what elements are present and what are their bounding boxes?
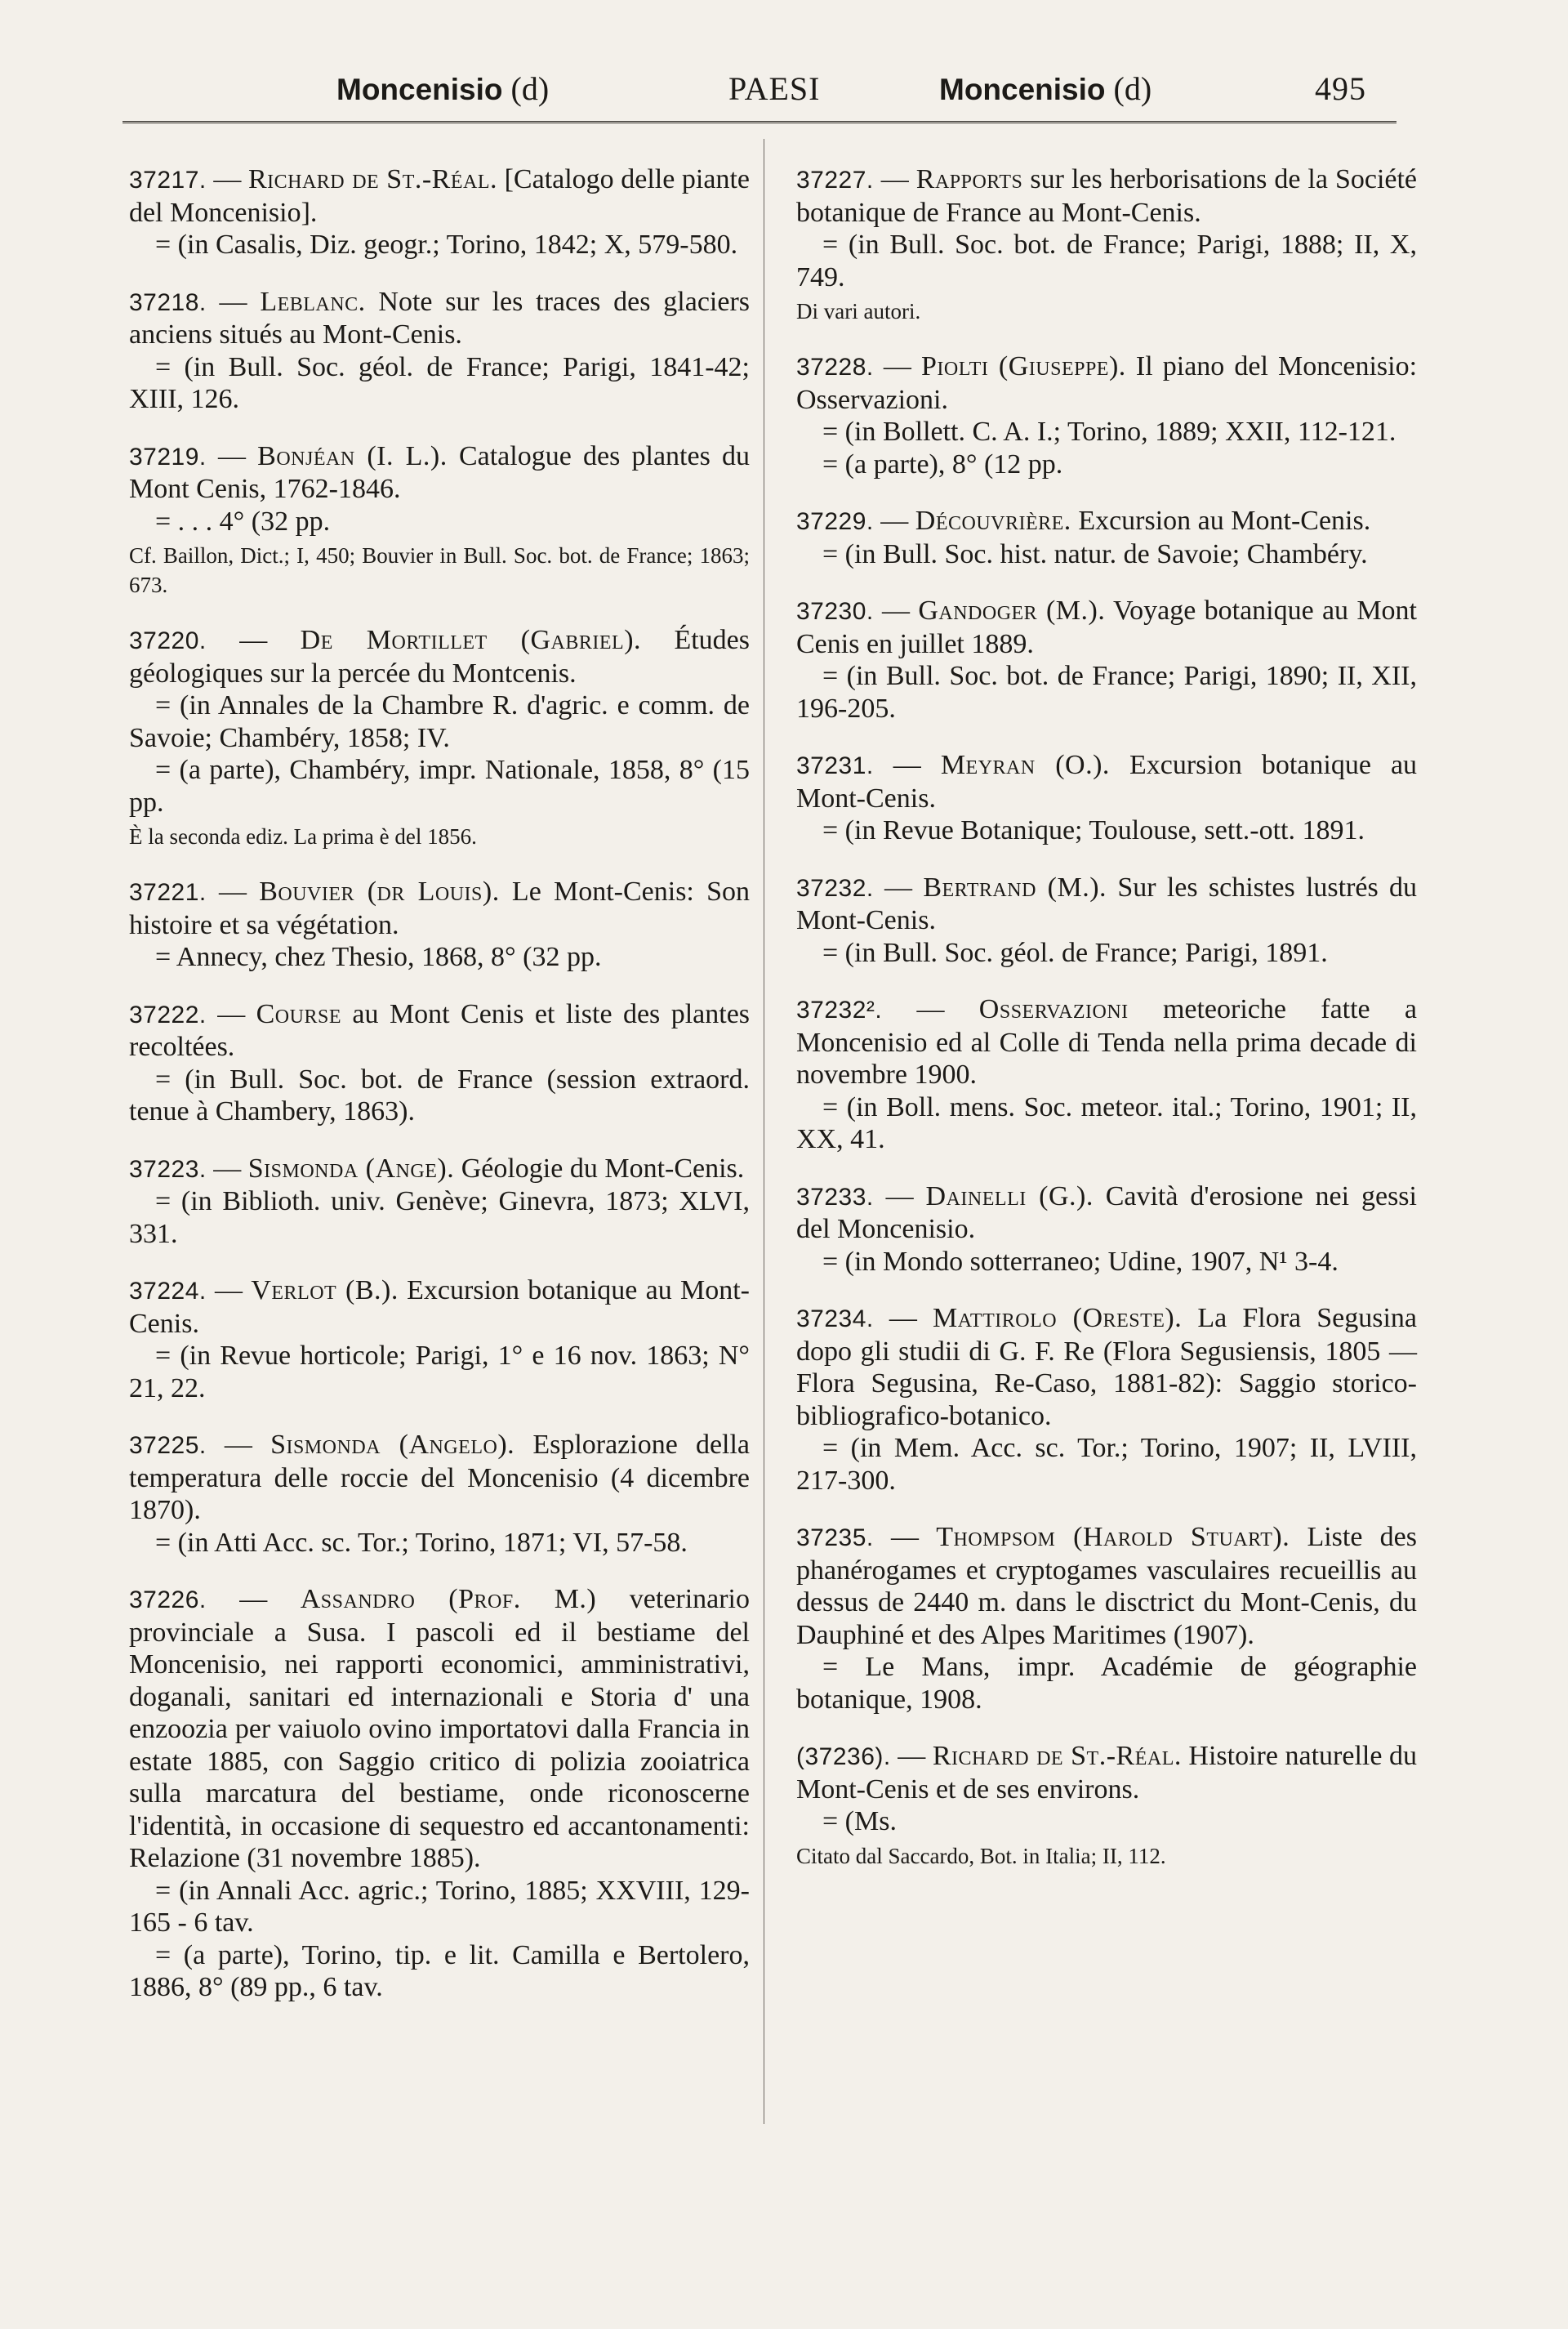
bibliography-entry — [129, 1429, 750, 1559]
entry-number: 37226. — [129, 1586, 207, 1613]
entry-publication: = (in Revue Botanique; Toulouse, sett.-ott. 1891. — [822, 815, 1365, 845]
entry-author: Rapports — [915, 164, 1023, 194]
entry-heading: 37233. — Dainelli (G.). Cavità d'erosione nei gessi del Moncenisio. — [796, 1180, 1417, 1244]
entry-author: Bonjéan (I. L.). — [257, 440, 448, 471]
entry-publication-reprint: = (a parte), Torino, tip. e lit. Camilla e Bertolero, 1886, 8° (89 pp., 6 tav. — [129, 1939, 750, 2002]
entry-publication: = (in Casalis, Diz. geogr.; Torino, 1842; X, 579-580. — [155, 230, 738, 260]
entry-author: Sismonda (Angelo). — [270, 1430, 515, 1460]
entry-title: sur les herborisations de la Société botanique de France au Mont-Cenis. — [796, 164, 1418, 228]
entry-note: Di vari autori. — [796, 299, 921, 323]
entry-note: Citato dal Saccardo, Bot. in Italia; II, 112. — [796, 1843, 1166, 1868]
entry-author: Meyran (O.). — [940, 750, 1110, 780]
bibliography-entry — [796, 1302, 1417, 1497]
entry-publication: = (in Annali Acc. agric.; Torino, 1885; XXVIII, 129-165 - 6 tav. — [129, 1875, 750, 1938]
bibliography-entry — [129, 998, 750, 1128]
entry-title: Histoire naturelle du Mont-Cenis et de ses environs. — [796, 1741, 1417, 1805]
entry-heading: 37225. — Sismonda (Angelo). Esplorazione della temperatura delle roccie del Moncenisio (4 dicembre 1870). — [129, 1430, 751, 1525]
entry-publication: = Le Mans, impr. Académie de géographie botanique, 1908. — [796, 1652, 1417, 1715]
bibliography-entry — [796, 993, 1417, 1156]
entry-number: 37232². — [796, 997, 883, 1024]
entry-publication: = (in Mem. Acc. sc. Tor.; Torino, 1907; II, LVIII, 217-300. — [796, 1433, 1417, 1496]
entry-heading: 37230. — Gandoger (M.). Voyage botanique au Mont Cenis en juillet 1889. — [796, 596, 1417, 659]
bibliography-entry — [796, 1521, 1417, 1716]
entry-number: 37231. — [796, 752, 874, 779]
entry-number: 37232. — [796, 874, 874, 902]
entry-publication: = Annecy, chez Thesio, 1868, 8° (32 pp. — [155, 942, 602, 972]
entry-heading: 37220. — De Mortillet (Gabriel). Études géologiques sur la percée du Montcenis. — [129, 625, 750, 689]
entry-number: 37230. — [796, 598, 874, 625]
entry-title: Catalogue des plantes du Mont Cenis, 1762-1846. — [129, 440, 750, 504]
entry-author: Gandoger (M.). — [918, 596, 1106, 626]
entry-publication: = (in Bull. Soc. bot. de France; Parigi, 1890; II, XII, 196-205. — [796, 661, 1417, 724]
entry-number: 37229. — [796, 508, 874, 535]
entry-number: 37218. — [129, 288, 207, 316]
entry-number: 37223. — [129, 1155, 207, 1183]
entry-author: Verlot (B.). — [251, 1275, 399, 1305]
entry-heading: 37228. — Piolti (Giuseppe). Il piano del Moncenisio: Osservazioni. — [796, 351, 1418, 415]
entry-number: 37233. — [796, 1183, 874, 1211]
entry-title: Voyage botanique au Mont Cenis en juillet 1889. — [796, 596, 1417, 659]
entry-title: La Flora Segusina dopo gli studii di G. F. Re (Flora Segusiensis, 1805 — Flora Segusina, Re-Caso, 1881-82): Saggio storico-bibliografico-botanico. — [796, 1303, 1418, 1431]
entry-publication: = (in Bull. Soc. bot. de France; Parigi, 1888; II, X, 749. — [796, 230, 1417, 292]
entry-title: Liste des phanérogames et cryptogames vasculaires recueillis au dessus de 2440 m. dans le disctrict du Mont-Cenis, du Dauphiné et des Alpes Maritimes (1907). — [796, 1522, 1418, 1650]
entry-author: Bertrand (M.). — [923, 872, 1107, 903]
entry-publication: = (in Bull. Soc. géol. de France; Parigi, 1891. — [822, 937, 1328, 968]
header-right: Moncenisio (d) — [939, 70, 1152, 107]
entry-number: 37220. — [129, 627, 207, 654]
entry-heading: 37235. — Thompsom (Harold Stuart). Liste des phanérogames et cryptogames vasculaires recueillis au dessus de 2440 m. dans le disctrict du Mont-Cenis, du Dauphiné et des Alpes Maritimes (1907). — [796, 1522, 1418, 1650]
entry-author: Assandro (Prof. M.) — [300, 1584, 597, 1614]
entry-publication: = (in Bull. Soc. hist. natur. de Savoie; Chambéry. — [822, 538, 1368, 569]
right-column — [796, 163, 1417, 1895]
entry-heading: (37236). — Richard de St.-Réal. Histoire naturelle du Mont-Cenis et de ses environs. — [796, 1741, 1417, 1805]
bibliography-entry — [129, 440, 750, 600]
header-rule — [122, 121, 1396, 123]
entry-number: 37234. — [796, 1305, 874, 1332]
entry-title: meteoriche fatte a Moncenisio ed al Colle di Tenda nella prima decade di novembre 1900. — [796, 994, 1418, 1090]
entry-title: Excursion botanique au Mont-Cenis. — [129, 1275, 751, 1339]
entry-number: 37219. — [129, 443, 207, 471]
running-header — [122, 64, 1396, 114]
entry-number: (37236). — [796, 1743, 891, 1770]
entry-publication: = (in Atti Acc. sc. Tor.; Torino, 1871; VI, 57-58. — [155, 1527, 688, 1558]
entry-number: 37235. — [796, 1524, 874, 1551]
entry-number: 37221. — [129, 879, 207, 906]
entry-heading: 37227. — Rapports sur les herborisations de la Société botanique de France au Mont-Cenis. — [796, 164, 1418, 228]
entry-title: Cavità d'erosione nei gessi del Moncenisio. — [796, 1180, 1417, 1244]
entry-title: Sur les schistes lustrés du Mont-Cenis. — [796, 872, 1417, 935]
bibliography-entry — [129, 1274, 750, 1404]
bibliography-entry — [129, 286, 750, 416]
entry-note: È la seconda ediz. La prima è del 1856. — [129, 824, 477, 849]
entry-title: Études géologiques sur la percée du Montcenis. — [129, 625, 750, 689]
entry-heading: 37226. — Assandro (Prof. M.) veterinario provinciale a Susa. I pascoli ed il bestiame del Moncenisio, nei rapporti economici, amministrativi, doganali, sanitari ed internazionali e Storia d' una enzoozia per vaiuolo ovino importatovi dalla Francia in estate 1885, con Saggio critico di polizia zooiatrica sulla marcatura del bestiame, onde riconoscerne l'identità, in occasione di sequestro ed accantonamenti: Relazione (31 novembre 1885). — [129, 1584, 751, 1873]
entry-author: Richard de St.-Réal. — [932, 1741, 1182, 1771]
entry-publication: = (in Boll. mens. Soc. meteor. ital.; Torino, 1901; II, XX, 41. — [796, 1091, 1417, 1154]
bibliography-entry — [129, 1153, 750, 1251]
entry-heading: 37222. — Course au Mont Cenis et liste des plantes recoltées. — [129, 998, 751, 1062]
entry-title: Excursion au Mont-Cenis. — [1078, 506, 1371, 536]
entry-heading: 37231. — Meyran (O.). Excursion botanique au Mont-Cenis. — [796, 750, 1418, 814]
entry-number: 37224. — [129, 1278, 207, 1305]
entry-title: Géologie du Mont-Cenis. — [461, 1153, 745, 1184]
bibliography-entry — [796, 595, 1417, 725]
entry-title: [Catalogo delle piante del Moncenisio]. — [129, 164, 751, 228]
entry-publication-reprint: = (a parte), 8° (12 pp. — [822, 448, 1063, 480]
bibliography-entry — [129, 876, 750, 974]
bibliography-entry — [796, 505, 1417, 570]
page-number: 495 — [1315, 70, 1366, 107]
bibliography-entry — [129, 624, 750, 851]
entry-title: veterinario provinciale a Susa. I pascoli ed il bestiame del Moncenisio, nei rapporti economici, amministrativi, doganali, sanitari ed internazionali e Storia d' una enzoozia per vaiuolo ovino importatovi dalla Francia in estate 1885, con Saggio critico di polizia zooiatrica sulla marcatura del bestiame, onde riconoscerne l'identità, in occasione di sequestro ed accantonamenti: Relazione (31 novembre 1885). — [129, 1584, 751, 1873]
entry-author: Dainelli (G.). — [925, 1180, 1094, 1211]
bibliography-entry — [129, 163, 750, 261]
entry-publication: = (in Revue horticole; Parigi, 1° e 16 nov. 1863; N° 21, 22. — [129, 1341, 750, 1403]
entry-publication-reprint: = (a parte), Chambéry, impr. Nationale, 1858, 8° (15 pp. — [129, 755, 750, 818]
entry-heading: 37223. — Sismonda (Ange). Géologie du Mont-Cenis. — [129, 1153, 745, 1184]
header-left: Moncenisio (d) — [336, 70, 550, 107]
entry-number: 37228. — [796, 354, 874, 381]
entry-publication: = (in Annales de la Chambre R. d'agric. e comm. de Savoie; Chambéry, 1858; IV. — [129, 690, 750, 753]
entry-title: Il piano del Moncenisio: Osservazioni. — [796, 351, 1418, 415]
entry-heading: 37234. — Mattirolo (Oreste). La Flora Segusina dopo gli studii di G. F. Re (Flora Segusiensis, 1805 — Flora Segusina, Re-Caso, 1881-82): Saggio storico-bibliografico-botanico. — [796, 1303, 1418, 1431]
entry-heading: 37229. — Découvrière. Excursion au Mont-Cenis. — [796, 506, 1371, 536]
entry-author: Osservazioni — [978, 994, 1129, 1024]
entry-heading: 37224. — Verlot (B.). Excursion botanique au Mont-Cenis. — [129, 1275, 751, 1339]
entry-author: Bouvier (dr Louis). — [259, 877, 500, 907]
entry-author: Découvrière. — [915, 506, 1071, 536]
entry-author: Leblanc. — [260, 286, 366, 317]
entry-heading: 37232². — Osservazioni meteoriche fatte a Moncenisio ed al Colle di Tenda nella prima decade di novembre 1900. — [796, 994, 1418, 1090]
entry-author: Sismonda (Ange). — [247, 1153, 455, 1184]
bibliography-entry — [796, 350, 1417, 480]
entry-heading: 37218. — Leblanc. Note sur les traces des glaciers anciens situés au Mont-Cenis. — [129, 286, 751, 350]
entry-publication: = (in Bull. Soc. géol. de France; Parigi, 1841-42; XIII, 126. — [129, 351, 750, 414]
entry-title: Esplorazione della temperatura delle roccie del Moncenisio (4 dicembre 1870). — [129, 1430, 751, 1525]
entry-publication: = (in Mondo sotterraneo; Udine, 1907, N¹ 3-4. — [822, 1246, 1339, 1277]
entry-author: Course — [256, 998, 341, 1029]
bibliography-entry — [796, 1180, 1417, 1278]
entry-number: 37217. — [129, 167, 207, 194]
entry-title: Le Mont-Cenis: Son histoire et sa végétation. — [129, 877, 751, 940]
entry-number: 37227. — [796, 167, 874, 194]
entry-publication: = . . . 4° (32 pp. — [155, 506, 331, 537]
bibliography-entry — [129, 1583, 750, 2004]
entry-publication: = (in Biblioth. univ. Genève; Ginevra, 1873; XLVI, 331. — [129, 1186, 750, 1249]
bibliography-entry — [796, 749, 1417, 847]
entry-heading: 37219. — Bonjéan (I. L.). Catalogue des plantes du Mont Cenis, 1762-1846. — [129, 440, 750, 504]
entry-publication: = (in Bollett. C. A. I.; Torino, 1889; XXII, 112-121. — [822, 417, 1396, 447]
entry-author: Mattirolo (Oreste). — [933, 1303, 1183, 1333]
entry-publication: = (Ms. — [822, 1806, 897, 1836]
entry-publication: = (in Bull. Soc. bot. de France (session extraord. tenue à Chambery, 1863). — [129, 1064, 750, 1127]
entry-title: Excursion botanique au Mont-Cenis. — [796, 750, 1418, 814]
bibliography-entry — [796, 872, 1417, 970]
entry-heading: 37232. — Bertrand (M.). Sur les schistes lustrés du Mont-Cenis. — [796, 872, 1417, 935]
entry-number: 37222. — [129, 1001, 207, 1028]
left-column — [129, 163, 750, 2028]
header-section: PAESI — [728, 70, 821, 107]
entry-note: Cf. Baillon, Dict.; I, 450; Bouvier in Bull. Soc. bot. de France; 1863; 673. — [129, 543, 750, 597]
entry-heading: 37217. — Richard de St.-Réal. [Catalogo delle piante del Moncenisio]. — [129, 164, 751, 228]
entry-title: au Mont Cenis et liste des plantes recoltées. — [129, 998, 751, 1062]
bibliography-entry — [796, 163, 1417, 326]
entry-title: Note sur les traces des glaciers anciens situés au Mont-Cenis. — [129, 286, 751, 350]
bibliography-entry — [796, 1740, 1417, 1871]
entry-heading: 37221. — Bouvier (dr Louis). Le Mont-Cenis: Son histoire et sa végétation. — [129, 877, 751, 940]
entry-number: 37225. — [129, 1432, 207, 1459]
entry-author: De Mortillet (Gabriel). — [300, 625, 642, 655]
entry-author: Piolti (Giuseppe). — [920, 351, 1126, 381]
entry-author: Richard de St.-Réal. — [247, 164, 498, 194]
entry-author: Thompsom (Harold Stuart). — [936, 1522, 1290, 1552]
